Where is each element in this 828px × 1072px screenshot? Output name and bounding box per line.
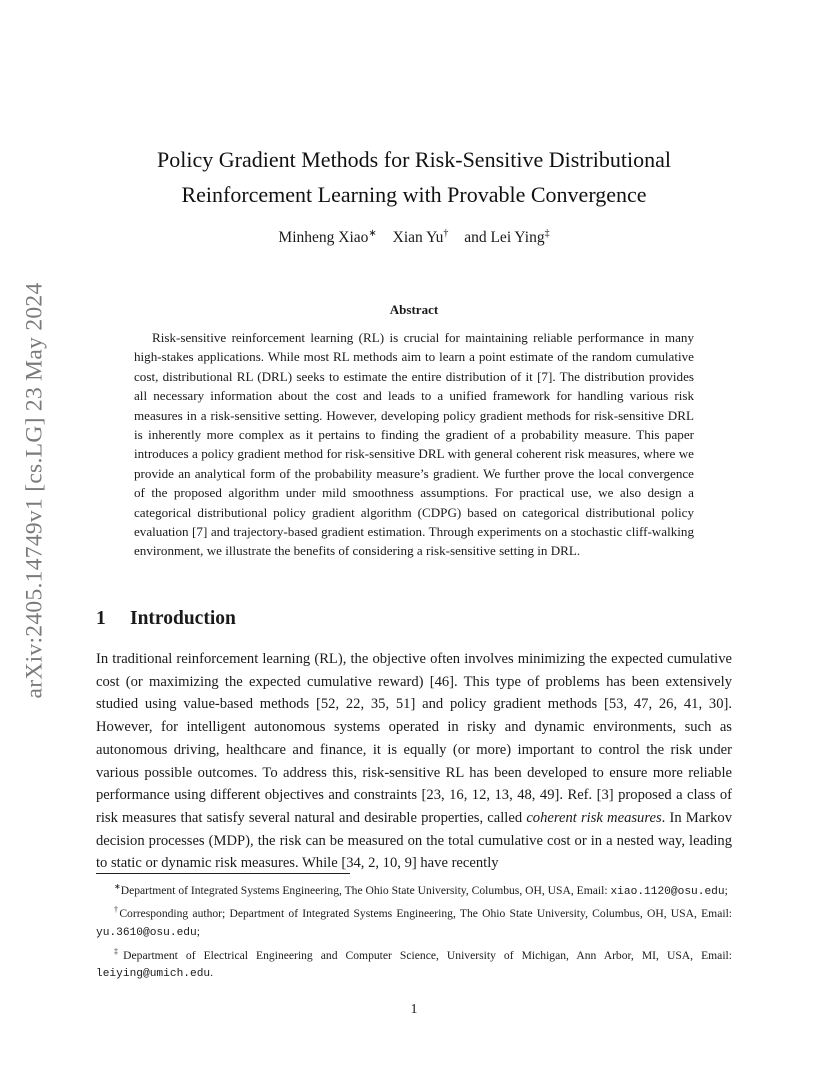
title-line-1: Policy Gradient Methods for Risk-Sensitive Distributional — [157, 147, 671, 172]
arxiv-side-stamp — [14, 280, 56, 700]
author-3-footnote-mark: ‡ — [544, 228, 550, 239]
author-2: Xian Yu† — [392, 228, 449, 247]
author-1: Minheng Xiao∗ — [278, 228, 377, 247]
section-heading-introduction — [96, 608, 236, 630]
abstract-body: Risk-sensitive reinforcement learning (RL) is crucial for maintaining reliable performance in many high-stakes applications. While most RL methods aim to learn a point estimate of the random cumulative cost, distributional RL (DRL) seeks to estimate the entire distribution of it [7]. The distribution provides all necessary information about the cost and leads to a unified framework for handling various risk measures in a risk-sensitive setting. However, developing policy gradient methods for risk-sensitive DRL is inherently more complex as it pertains to finding the gradient of a probability measure. This paper introduces a policy gradient method for risk-sensitive DRL with general coherent risk measures, where we provide an analytical form of the probability measure’s gradient. We further prove the local convergence of the proposed algorithm under mild smoothness assumptions. For practical use, we also design a categorical distributional policy gradient algorithm (CDPG) based on categorical distributional policy evaluation [7] and trajectory-based gradient estimation. Through experiments on a stochastic cliff-walking environment, we illustrate the benefits of considering a risk-sensitive setting in DRL. — [134, 330, 694, 559]
author-conjunction: and — [464, 229, 487, 247]
footnote-1: ∗Department of Integrated Systems Engineering, The Ohio State University, Columbus, OH, USA, Email: xiao.1120@osu.edu; — [114, 882, 728, 898]
email-link[interactable]: leiying@umich.edu — [96, 967, 211, 980]
section-number: 1 — [96, 608, 106, 629]
paper-title — [96, 142, 732, 212]
author-list — [96, 228, 732, 247]
footnote-2: †Corresponding author; Department of Integrated Systems Engineering, The Ohio State University, Columbus, OH, USA, Email: yu.3610@osu.edu; — [96, 905, 733, 939]
footnote-3: ‡Department of Electrical Engineering and Computer Science, University of Michigan, Ann Arbor, MI, USA, Email: leiying@umich.edu. — [96, 946, 732, 980]
arxiv-identifier: arXiv:2405.14749v1 [cs.LG] 23 May 2024 — [21, 281, 48, 699]
author-1-footnote-mark: ∗ — [368, 228, 377, 239]
abstract-heading: Abstract — [389, 302, 439, 317]
email-link[interactable]: xiao.1120@osu.edu — [610, 885, 725, 898]
footnote-rule — [96, 873, 350, 874]
title-line-2: Reinforcement Learning with Provable Convergence — [181, 182, 647, 207]
introduction-paragraph: In traditional reinforcement learning (RL), the objective often involves minimizing the expected cumulative cost (or maximizing the expected cumulative reward) [46]. This type of problems has been extensively studied using value-based methods [52, 22, 35, 51] and policy gradient methods [53, 47, 26, 41, 30]. However, for intelligent autonomous systems operated in risky and dynamic environments, such as autonomous driving, healthcare and finance, it is equally (or more) important to control the risk under various possible outcomes. To address this, risk-sensitive RL has been developed to ensure more reliable performance using different objectives and constraints [23, 16, 12, 13, 48, 49]. Ref. [3] proposed a class of risk measures that satisfy several natural and desirable properties, called coherent risk measures. In Markov decision processes (MDP), the risk can be measured on the total cumulative cost or in a nested way, leading to static or dynamic risk measures. While [34, 2, 10, 9] have recently — [96, 651, 733, 872]
section-title: Introduction — [130, 608, 236, 629]
footnotes — [96, 878, 732, 984]
author-3: and Lei Ying‡ — [464, 228, 550, 247]
emphasized-term: coherent risk measures — [526, 809, 662, 826]
page-number: 1 — [410, 1002, 418, 1017]
email-link[interactable]: yu.3610@osu.edu — [96, 926, 197, 939]
author-2-footnote-mark: † — [443, 228, 449, 239]
